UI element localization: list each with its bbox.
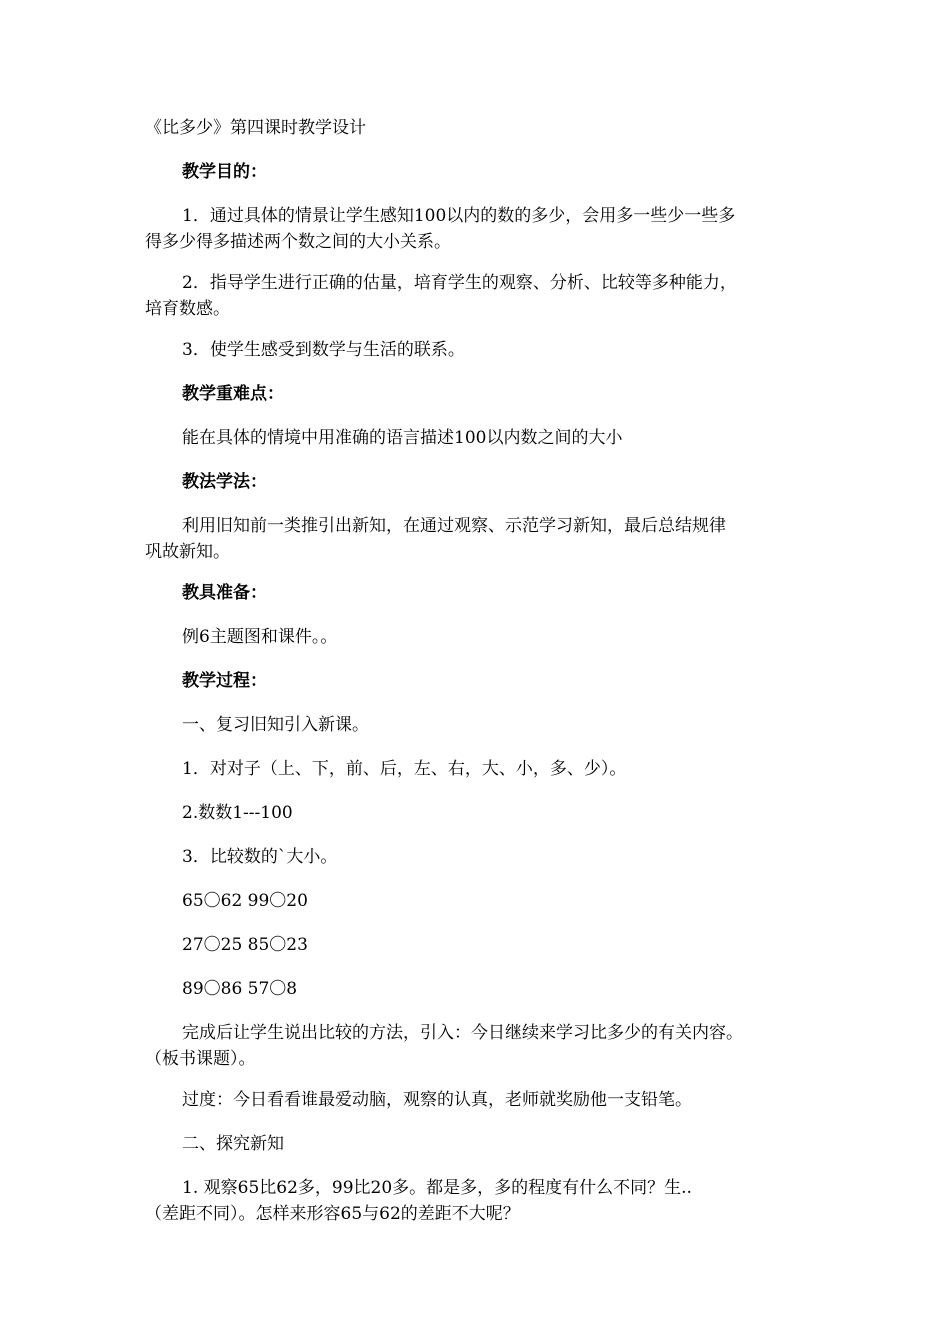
step-3: 3．比较数的`大小。: [182, 847, 338, 867]
section-2-heading: 二、探究新知: [182, 1134, 284, 1154]
transition-text: 过度：今日看看谁最爱动脑，观察的认真，老师就奖励他一支铅笔。: [182, 1090, 692, 1110]
compare-row-2: 27〇25 85〇23: [182, 935, 308, 955]
methods-text: [145, 513, 815, 565]
tools-text: 例6主题图和课件。。: [182, 627, 338, 647]
summary-line-2: （板书课题）。: [145, 1049, 256, 1069]
section-1-heading: 一、复习旧知引入新课。: [182, 715, 369, 735]
objective-1-line-1: 1．通过具体的情景让学生感知100以内的数的多少，会用多一些少一些多: [182, 206, 736, 226]
step-1: 1．对对子（上、下，前、后，左、右，大、小，多、少）。: [182, 759, 627, 779]
objective-2: [145, 270, 815, 322]
methods-heading: 教法学法：: [182, 472, 267, 492]
methods-line-2: 巩故新知。: [145, 542, 230, 562]
objective-3: 3．使学生感受到数学与生活的联系。: [182, 340, 465, 360]
objective-2-line-2: 培育数感。: [145, 299, 230, 319]
methods-line-1: 利用旧知前一类推引出新知，在通过观察、示范学习新知，最后总结规律: [182, 516, 726, 536]
objective-2-line-1: 2．指导学生进行正确的估量，培育学生的观察、分析、比较等多种能力，: [182, 273, 737, 293]
summary-text: [145, 1020, 815, 1072]
document-title: 《比多少》第四课时教学设计: [145, 118, 366, 138]
step-2: 2.数数1---100: [182, 803, 293, 823]
key-points-heading: 教学重难点：: [182, 384, 284, 404]
compare-row-1: 65〇62 99〇20: [182, 891, 308, 911]
explore-1-line-1: 1. 观察65比62多，99比20多。都是多，多的程度有什么不同？生..: [182, 1178, 692, 1198]
process-heading: 教学过程：: [182, 671, 267, 691]
key-points-text: 能在具体的情境中用准确的语言描述100以内数之间的大小: [182, 428, 623, 448]
summary-line-1: 完成后让学生说出比较的方法，引入：今日继续来学习比多少的有关内容。: [182, 1023, 743, 1043]
objectives-heading: 教学目的：: [182, 162, 267, 182]
explore-1: [145, 1175, 815, 1227]
compare-row-3: 89〇86 57〇8: [182, 979, 298, 999]
explore-1-line-2: （差距不同）。怎样来形容65与62的差距不大呢？: [145, 1204, 520, 1224]
tools-heading: 教具准备：: [182, 583, 267, 603]
objective-1-line-2: 得多少得多描述两个数之间的大小关系。: [145, 232, 451, 252]
objective-1: [145, 203, 815, 255]
